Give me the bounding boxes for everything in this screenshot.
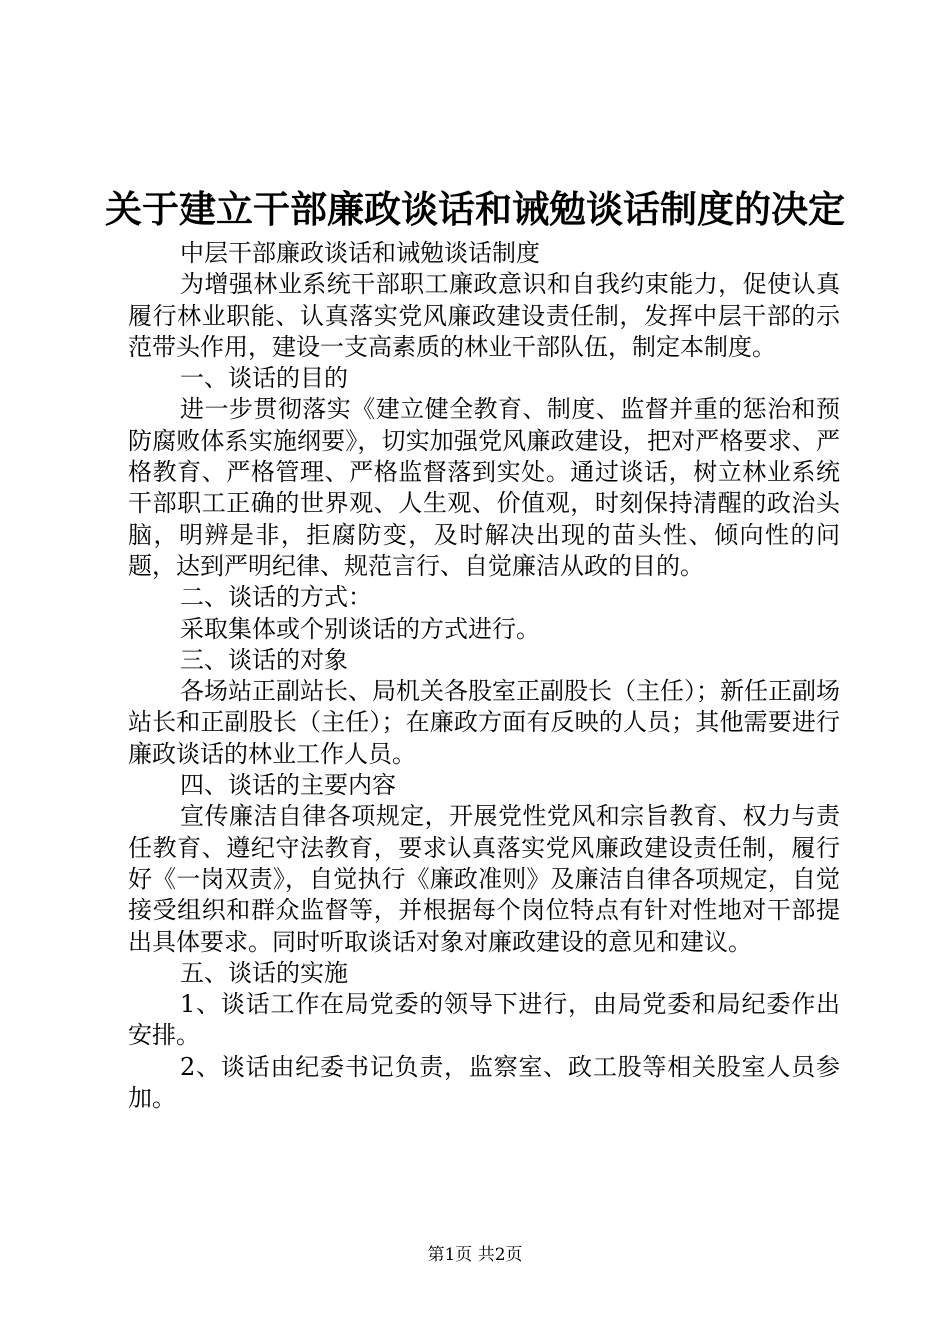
paragraph-implementation-1: 1、谈话工作在局党委的领导下进行，由局党委和局纪委作出安排。 xyxy=(128,990,840,1050)
paragraph-intro: 为增强林业系统干部职工廉政意识和自我约束能力，促使认真履行林业职能、认真落实党风廉政建设责任制，发挥中层干部的示范带头作用，建设一支高素质的林业干部队伍，制定本制度。 xyxy=(128,270,840,361)
section-heading-method: 二、谈话的方式： xyxy=(180,583,372,612)
section-heading-purpose: 一、谈话的目的 xyxy=(180,364,348,393)
section-heading-content: 四、谈话的主要内容 xyxy=(180,771,396,800)
paragraph-targets: 各场站正副站长、局机关各股室正副股长（主任）；新任正副场站长和正副股长（主任）；在廉政方面有反映的人员；其他需要进行廉政谈话的林业工作人员。 xyxy=(128,677,840,768)
page-number: 第1页 共2页 xyxy=(427,1245,523,1265)
document-body xyxy=(128,238,840,1114)
paragraph-subtitle: 中层干部廉政谈话和诫勉谈话制度 xyxy=(180,239,540,267)
paragraph-content: 宣传廉洁自律各项规定，开展党性党风和宗旨教育、权力与责任教育、遵纪守法教育，要求认真落实党风廉政建设责任制，履行好《一岗双责》，自觉执行《廉政准则》及廉洁自律各项规定，自觉接受组织和群众监督等，并根据每个岗位特点有针对性地对干部提出具体要求。同时听取谈话对象对廉政建设的意见和建议。 xyxy=(128,802,840,956)
section-heading-implementation: 五、谈话的实施 xyxy=(180,958,348,987)
document-title: 关于建立干部廉政谈话和诫勉谈话制度的决定 xyxy=(105,187,845,231)
paragraph-implementation-2: 2、谈话由纪委书记负责，监察室、政工股等相关股室人员参加。 xyxy=(128,1052,840,1113)
section-heading-targets: 三、谈话的对象 xyxy=(180,645,348,674)
paragraph-method: 采取集体或个别谈话的方式进行。 xyxy=(180,614,540,643)
paragraph-purpose: 进一步贯彻落实《建立健全教育、制度、监督并重的惩治和预防腐败体系实施纲要》，切实加强党风廉政建设，把对严格要求、严格教育、严格管理、严格监督落到实处。通过谈话，树立林业系统干部职工正确的世界观、人生观、价值观，时刻保持清醒的政治头脑，明辨是非，拒腐防变，及时解决出现的苗头性、倾向性的问题，达到严明纪律、规范言行、自觉廉洁从政的目的。 xyxy=(128,395,840,580)
